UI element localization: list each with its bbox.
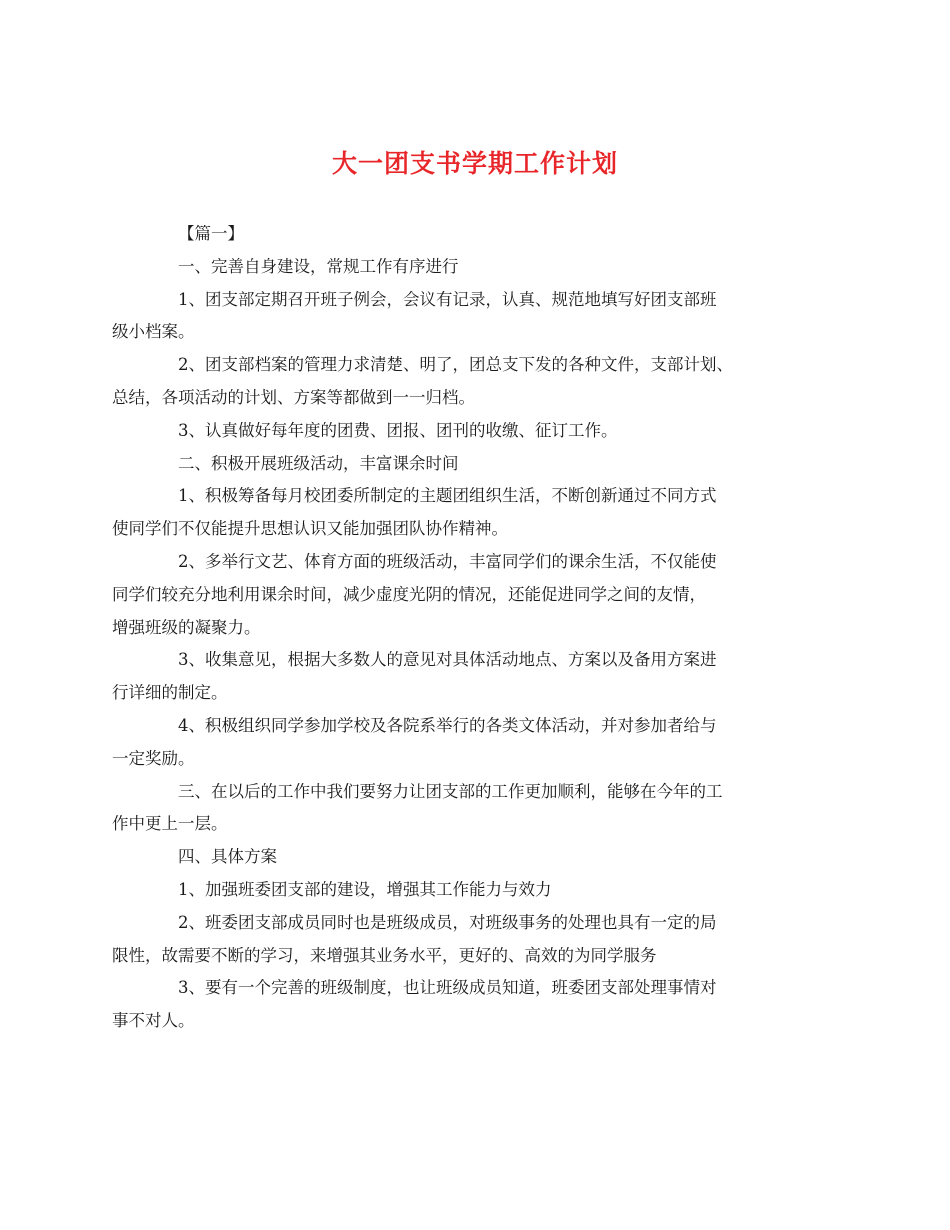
paragraph [112, 284, 810, 350]
paragraph [112, 349, 810, 415]
paragraph [112, 972, 810, 1038]
paragraph-line: 1、加强班委团支部的建设，增强其工作能力与效力 [178, 879, 552, 899]
paragraph-line: 作中更上一层。 [112, 814, 228, 834]
paragraph-line: 级小档案。 [112, 322, 195, 342]
paragraph-line: 事不对人。 [112, 1011, 195, 1031]
paragraph [145, 415, 810, 448]
paragraph-line: 3、认真做好每年度的团费、团报、团刊的收缴、征订工作。 [178, 420, 618, 440]
paragraph [112, 907, 810, 973]
paragraph-line: 【篇一】 [178, 224, 244, 243]
paragraph-line: 行详细的制定。 [112, 683, 228, 703]
paragraph-line: 2、团支部档案的管理力求清楚、明了，团总支下发的各种文件，支部计划、 [178, 355, 733, 375]
paragraph [112, 710, 810, 776]
paragraph-line: 三、在以后的工作中我们要努力让团支部的工作更加顺利，能够在今年的工 [178, 781, 723, 801]
paragraph-line: 3、收集意见，根据大多数人的意见对具体活动地点、方案以及备用方案进 [178, 650, 717, 670]
paragraph-line: 2、多举行文艺、体育方面的班级活动，丰富同学们的课余生活，不仅能使 [178, 551, 717, 571]
paragraph [112, 546, 810, 644]
paragraph [112, 480, 810, 546]
paragraph-line: 4、积极组织同学参加学校及各院系举行的各类文体活动，并对参加者给与 [178, 715, 717, 735]
paragraph-line: 四、具体方案 [178, 847, 277, 867]
section-heading [112, 776, 810, 842]
document-title: 大一团支书学期工作计划 [331, 149, 618, 178]
paragraph-line: 同学们较充分地利用课余时间，减少虚度光阴的情况，还能促进同学之间的友情， [112, 584, 706, 604]
paragraph-line: 2、班委团支部成员同时也是班级成员，对班级事务的处理也具有一定的局 [178, 912, 717, 932]
paragraph-line: 总结，各项活动的计划、方案等都做到一一归档。 [112, 387, 475, 407]
paragraph-line: 一、完善自身建设，常规工作有序进行 [178, 256, 459, 276]
section-heading [145, 448, 810, 481]
paragraph [145, 874, 810, 907]
document-body [112, 218, 810, 1038]
paragraph-line: 1、团支部定期召开班子例会，会议有记录，认真、规范地填写好团支部班 [178, 289, 717, 309]
paragraph-line: 一定奖励。 [112, 748, 195, 768]
paragraph [145, 218, 810, 251]
paragraph [112, 644, 810, 710]
paragraph-line: 增强班级的凝聚力。 [112, 617, 261, 637]
section-heading [145, 251, 810, 284]
paragraph-line: 3、要有一个完善的班级制度，也让班级成员知道，班委团支部处理事情对 [178, 978, 717, 998]
section-heading [145, 841, 810, 874]
paragraph-line: 限性，故需要不断的学习，来增强其业务水平，更好的、高效的为同学服务 [112, 945, 657, 965]
paragraph-line: 二、积极开展班级活动，丰富课余时间 [178, 453, 459, 473]
paragraph-line: 1、积极筹备每月校团委所制定的主题团组织生活，不断创新通过不同方式 [178, 486, 717, 506]
paragraph-line: 使同学们不仅能提升思想认识又能加强团队协作精神。 [112, 519, 508, 539]
